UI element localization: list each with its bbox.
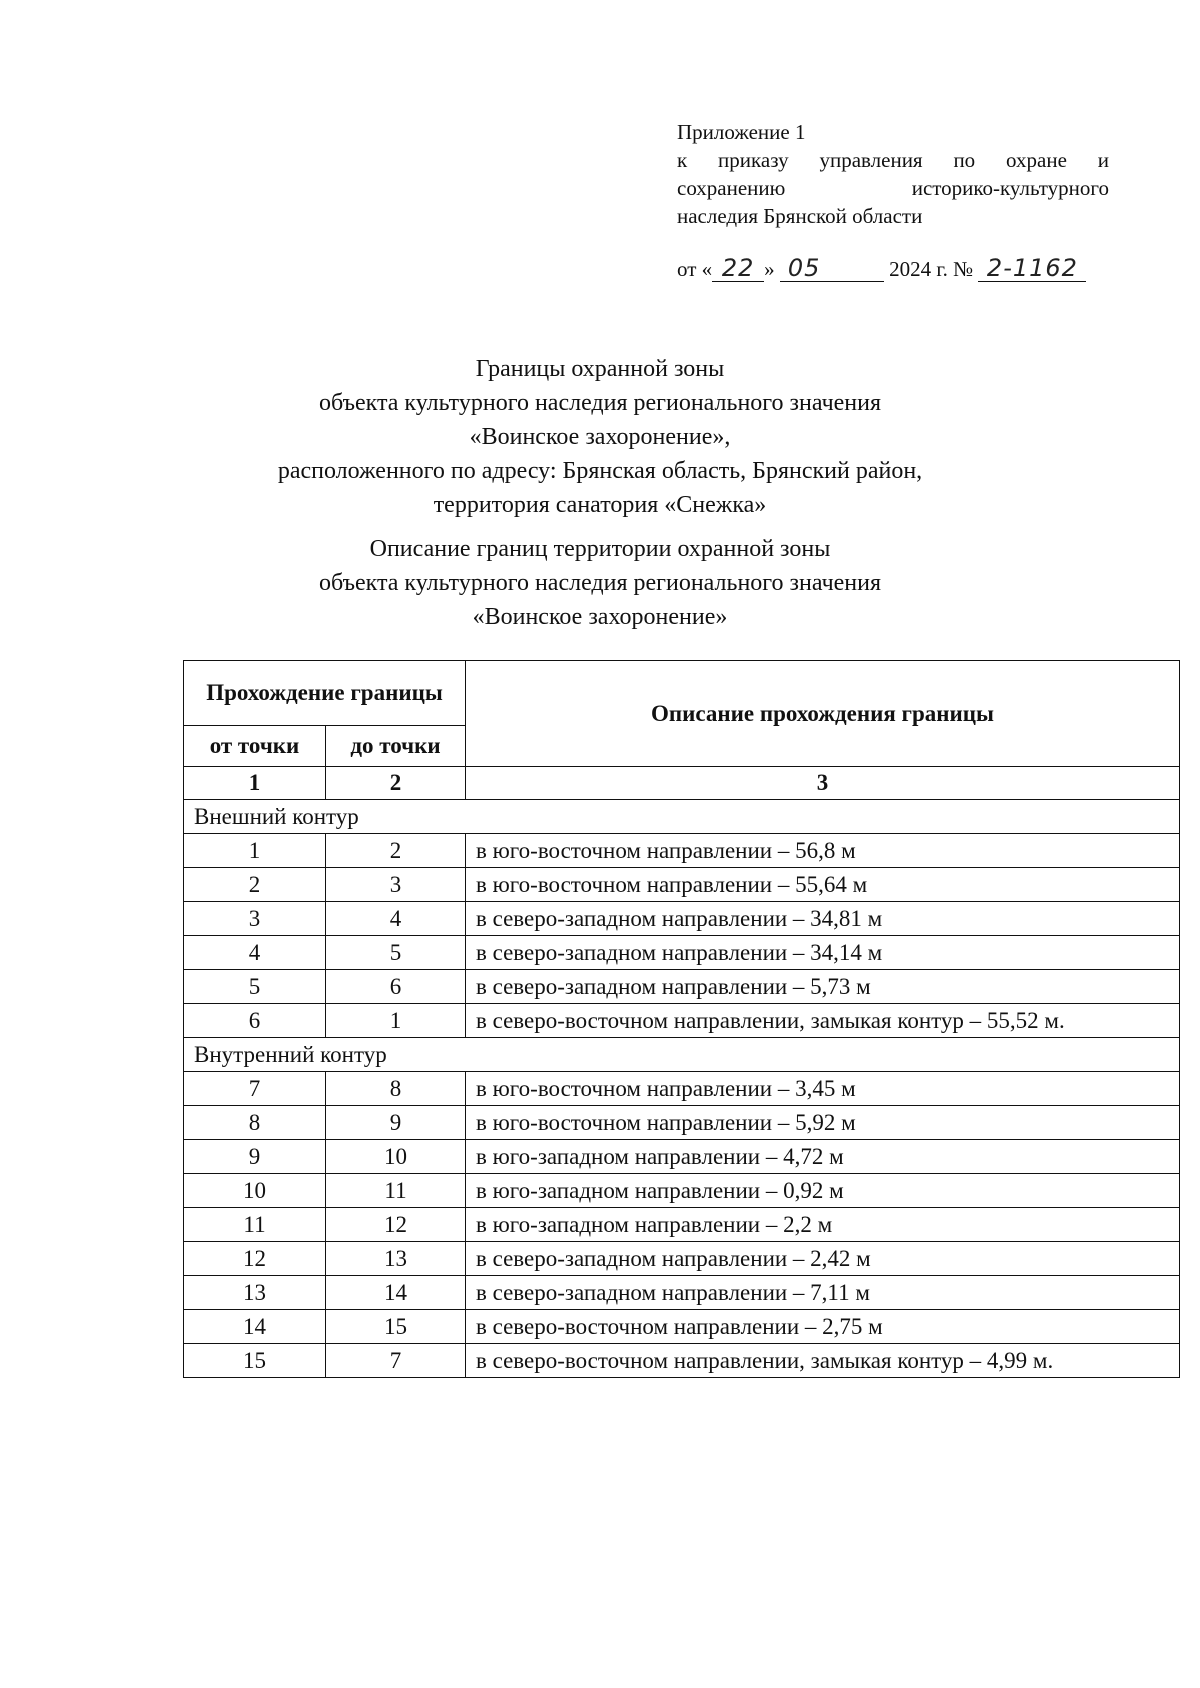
- cell-from-point: 9: [184, 1140, 326, 1174]
- table-row: [184, 1140, 1180, 1174]
- subheading-line: «Воинское захоронение»: [472, 604, 728, 630]
- table-row: [184, 1310, 1180, 1344]
- header-description: Описание прохождения границы: [466, 661, 1180, 767]
- cell-to-point: 10: [326, 1140, 466, 1174]
- cell-to-point: 3: [326, 868, 466, 902]
- cell-to-point: 15: [326, 1310, 466, 1344]
- cell-to-point: 11: [326, 1174, 466, 1208]
- cell-description: в юго-западном направлении – 0,92 м: [466, 1174, 1180, 1208]
- order-mid: »: [764, 257, 775, 281]
- cell-to-point: 4: [326, 902, 466, 936]
- cell-description: в юго-западном направлении – 4,72 м: [466, 1140, 1180, 1174]
- cell-to-point: 6: [326, 970, 466, 1004]
- section-title: Внешний контур: [184, 800, 1180, 834]
- appendix-line-2: сохранению историко-культурного: [677, 176, 1109, 200]
- order-year-text: 2024 г. №: [889, 257, 974, 281]
- cell-description: в юго-восточном направлении – 3,45 м: [466, 1072, 1180, 1106]
- header-from-point: от точки: [184, 726, 326, 767]
- cell-from-point: 5: [184, 970, 326, 1004]
- header-col-number: 3: [466, 767, 1180, 800]
- appendix-line-1: к приказу управления по охране и: [677, 148, 1109, 172]
- cell-to-point: 1: [326, 1004, 466, 1038]
- table-row: [184, 1004, 1180, 1038]
- table-row: [184, 1208, 1180, 1242]
- boundary-table: [183, 660, 1180, 1378]
- section-row: [184, 1038, 1180, 1072]
- table-row: [184, 936, 1180, 970]
- cell-from-point: 10: [184, 1174, 326, 1208]
- cell-from-point: 3: [184, 902, 326, 936]
- cell-from-point: 7: [184, 1072, 326, 1106]
- table-row: [184, 1276, 1180, 1310]
- order-number-handwritten: 2-1162: [978, 255, 1086, 282]
- heading-line: Границы охранной зоны: [475, 356, 725, 382]
- order-day-handwritten: 22: [712, 255, 764, 282]
- section-row: [184, 800, 1180, 834]
- cell-description: в северо-западном направлении – 7,11 м: [466, 1276, 1180, 1310]
- table-row: [184, 1072, 1180, 1106]
- appendix-title: Приложение 1: [677, 120, 806, 144]
- appendix-block: [677, 118, 1109, 284]
- cell-from-point: 4: [184, 936, 326, 970]
- cell-description: в северо-западном направлении – 34,14 м: [466, 936, 1180, 970]
- table-row: [184, 970, 1180, 1004]
- heading-line: расположенного по адресу: Брянская область, Брянский район,: [277, 458, 923, 484]
- order-month-handwritten: 05: [780, 255, 884, 282]
- table-body: [184, 800, 1180, 1378]
- cell-description: в юго-восточном направлении – 5,92 м: [466, 1106, 1180, 1140]
- table-row: [184, 1174, 1180, 1208]
- heading-line: «Воинское захоронение»,: [469, 424, 731, 450]
- cell-from-point: 1: [184, 834, 326, 868]
- cell-to-point: 13: [326, 1242, 466, 1276]
- document-subheading: [0, 532, 1200, 634]
- cell-description: в северо-восточном направлении, замыкая контур – 55,52 м.: [466, 1004, 1180, 1038]
- cell-description: в юго-западном направлении – 2,2 м: [466, 1208, 1180, 1242]
- cell-to-point: 5: [326, 936, 466, 970]
- table-row: [184, 834, 1180, 868]
- cell-from-point: 13: [184, 1276, 326, 1310]
- header-col-number: 2: [326, 767, 466, 800]
- header-col-number: 1: [184, 767, 326, 800]
- subheading-line: Описание границ территории охранной зоны: [369, 536, 831, 562]
- appendix-line-3: наследия Брянской области: [677, 204, 923, 228]
- heading-line: территория санатория «Снежка»: [433, 492, 767, 518]
- header-to-point: до точки: [326, 726, 466, 767]
- cell-description: в северо-западном направлении – 5,73 м: [466, 970, 1180, 1004]
- cell-description: в северо-восточном направлении – 2,75 м: [466, 1310, 1180, 1344]
- table-row: [184, 1242, 1180, 1276]
- header-passage: Прохождение границы: [184, 661, 466, 726]
- cell-description: в северо-западном направлении – 2,42 м: [466, 1242, 1180, 1276]
- document-heading: [0, 352, 1200, 522]
- cell-to-point: 8: [326, 1072, 466, 1106]
- cell-from-point: 15: [184, 1344, 326, 1378]
- cell-description: в юго-восточном направлении – 56,8 м: [466, 834, 1180, 868]
- cell-from-point: 8: [184, 1106, 326, 1140]
- cell-to-point: 7: [326, 1344, 466, 1378]
- subheading-line: объекта культурного наследия регионального значения: [318, 570, 882, 596]
- cell-to-point: 2: [326, 834, 466, 868]
- cell-description: в северо-западном направлении – 34,81 м: [466, 902, 1180, 936]
- cell-from-point: 6: [184, 1004, 326, 1038]
- cell-from-point: 14: [184, 1310, 326, 1344]
- order-date-number: [677, 254, 1109, 284]
- table-row: [184, 1344, 1180, 1378]
- table-row: [184, 1106, 1180, 1140]
- table-row: [184, 868, 1180, 902]
- order-prefix: от «: [677, 257, 713, 281]
- cell-from-point: 2: [184, 868, 326, 902]
- heading-line: объекта культурного наследия регионального значения: [318, 390, 882, 416]
- cell-from-point: 12: [184, 1242, 326, 1276]
- cell-description: в северо-восточном направлении, замыкая контур – 4,99 м.: [466, 1344, 1180, 1378]
- cell-to-point: 14: [326, 1276, 466, 1310]
- cell-from-point: 11: [184, 1208, 326, 1242]
- cell-description: в юго-восточном направлении – 55,64 м: [466, 868, 1180, 902]
- cell-to-point: 9: [326, 1106, 466, 1140]
- cell-to-point: 12: [326, 1208, 466, 1242]
- section-title: Внутренний контур: [184, 1038, 1180, 1072]
- table-row: [184, 902, 1180, 936]
